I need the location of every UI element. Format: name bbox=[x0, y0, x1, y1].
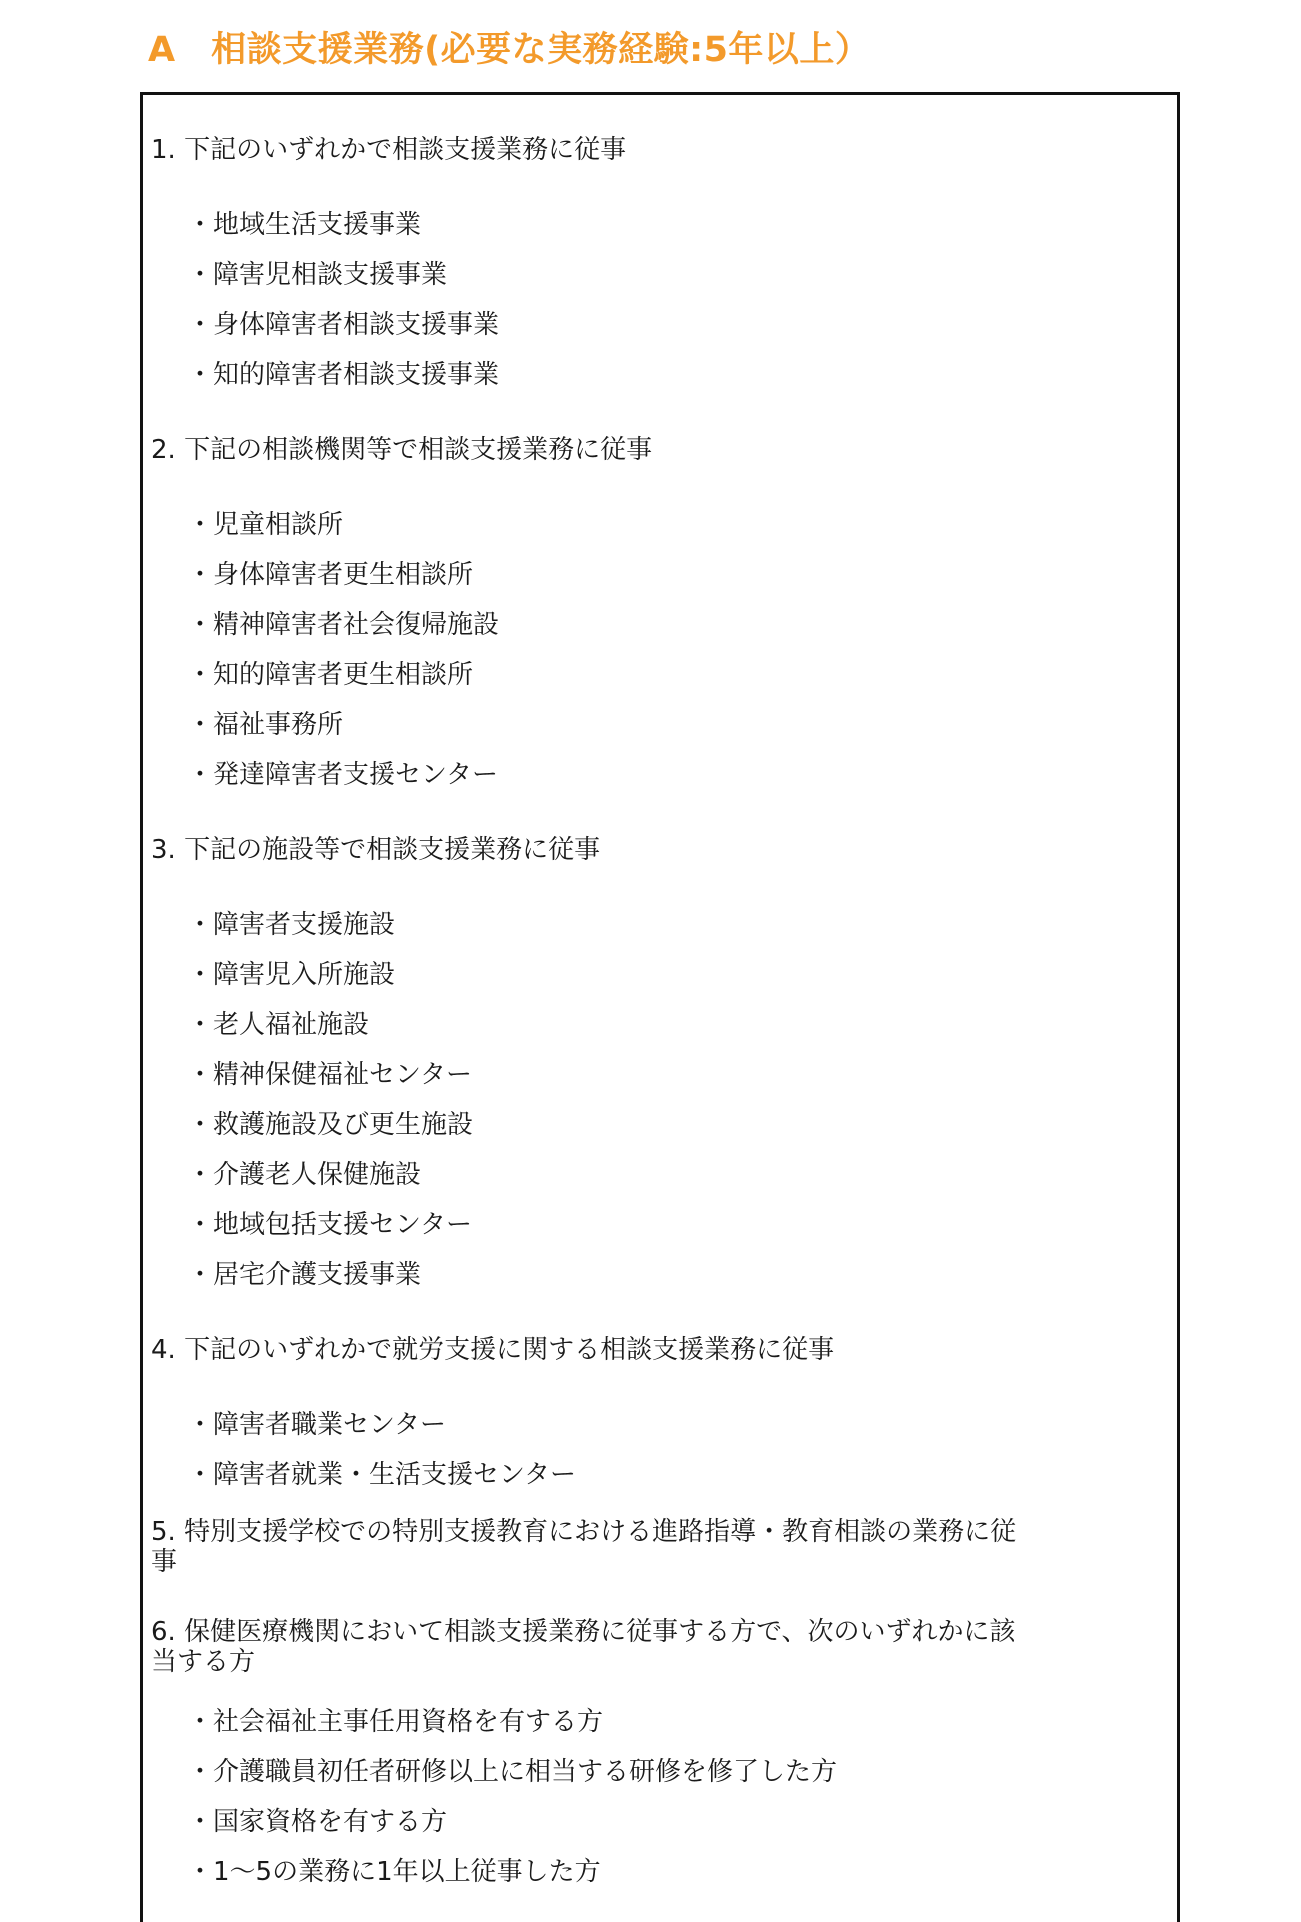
section-6-label-cont: 当する方 bbox=[151, 1647, 256, 1677]
list-item: ・介護職員初任者研修以上に相当する研修を修了した方 bbox=[187, 1757, 838, 1787]
list-item: ・児童相談所 bbox=[187, 510, 344, 540]
section-5-label-cont: 事 bbox=[151, 1547, 178, 1577]
section-title: A 相談支援業務(必要な実務経験:5年以上） bbox=[148, 30, 871, 70]
section-1-label: 1. 下記のいずれかで相談支援業務に従事 bbox=[151, 135, 627, 165]
list-item: ・身体障害者相談支援事業 bbox=[187, 310, 500, 340]
section-4-label: 4. 下記のいずれかで就労支援に関する相談支援業務に従事 bbox=[151, 1335, 835, 1365]
section-2-label: 2. 下記の相談機関等で相談支援業務に従事 bbox=[151, 435, 653, 465]
list-item: ・精神保健福祉センター bbox=[187, 1060, 472, 1090]
list-item: ・居宅介護支援事業 bbox=[187, 1260, 422, 1290]
list-item: ・介護老人保健施設 bbox=[187, 1160, 422, 1190]
section-3-label: 3. 下記の施設等で相談支援業務に従事 bbox=[151, 835, 601, 865]
section-6-label: 6. 保健医療機関において相談支援業務に従事する方で、次のいずれかに該 bbox=[151, 1617, 1016, 1647]
list-item: ・救護施設及び更生施設 bbox=[187, 1110, 474, 1140]
list-item: ・社会福祉主事任用資格を有する方 bbox=[187, 1707, 604, 1737]
list-item: ・障害児相談支援事業 bbox=[187, 260, 448, 290]
requirements-box bbox=[140, 92, 1180, 1922]
list-item: ・地域生活支援事業 bbox=[187, 210, 422, 240]
list-item: ・1〜5の業務に1年以上従事した方 bbox=[187, 1857, 601, 1887]
list-item: ・発達障害者支援センター bbox=[187, 760, 498, 790]
list-item: ・障害者職業センター bbox=[187, 1410, 446, 1440]
list-item: ・地域包括支援センター bbox=[187, 1210, 472, 1240]
list-item: ・身体障害者更生相談所 bbox=[187, 560, 474, 590]
list-item: ・障害者就業・生活支援センター bbox=[187, 1460, 576, 1490]
list-item: ・国家資格を有する方 bbox=[187, 1807, 448, 1837]
list-item: ・障害者支援施設 bbox=[187, 910, 396, 940]
list-item: ・障害児入所施設 bbox=[187, 960, 396, 990]
list-item: ・老人福祉施設 bbox=[187, 1010, 370, 1040]
section-5-label: 5. 特別支援学校での特別支援教育における進路指導・教育相談の業務に従 bbox=[151, 1517, 1017, 1547]
list-item: ・福祉事務所 bbox=[187, 710, 344, 740]
list-item: ・知的障害者相談支援事業 bbox=[187, 360, 500, 390]
list-item: ・知的障害者更生相談所 bbox=[187, 660, 474, 690]
list-item: ・精神障害者社会復帰施設 bbox=[187, 610, 500, 640]
